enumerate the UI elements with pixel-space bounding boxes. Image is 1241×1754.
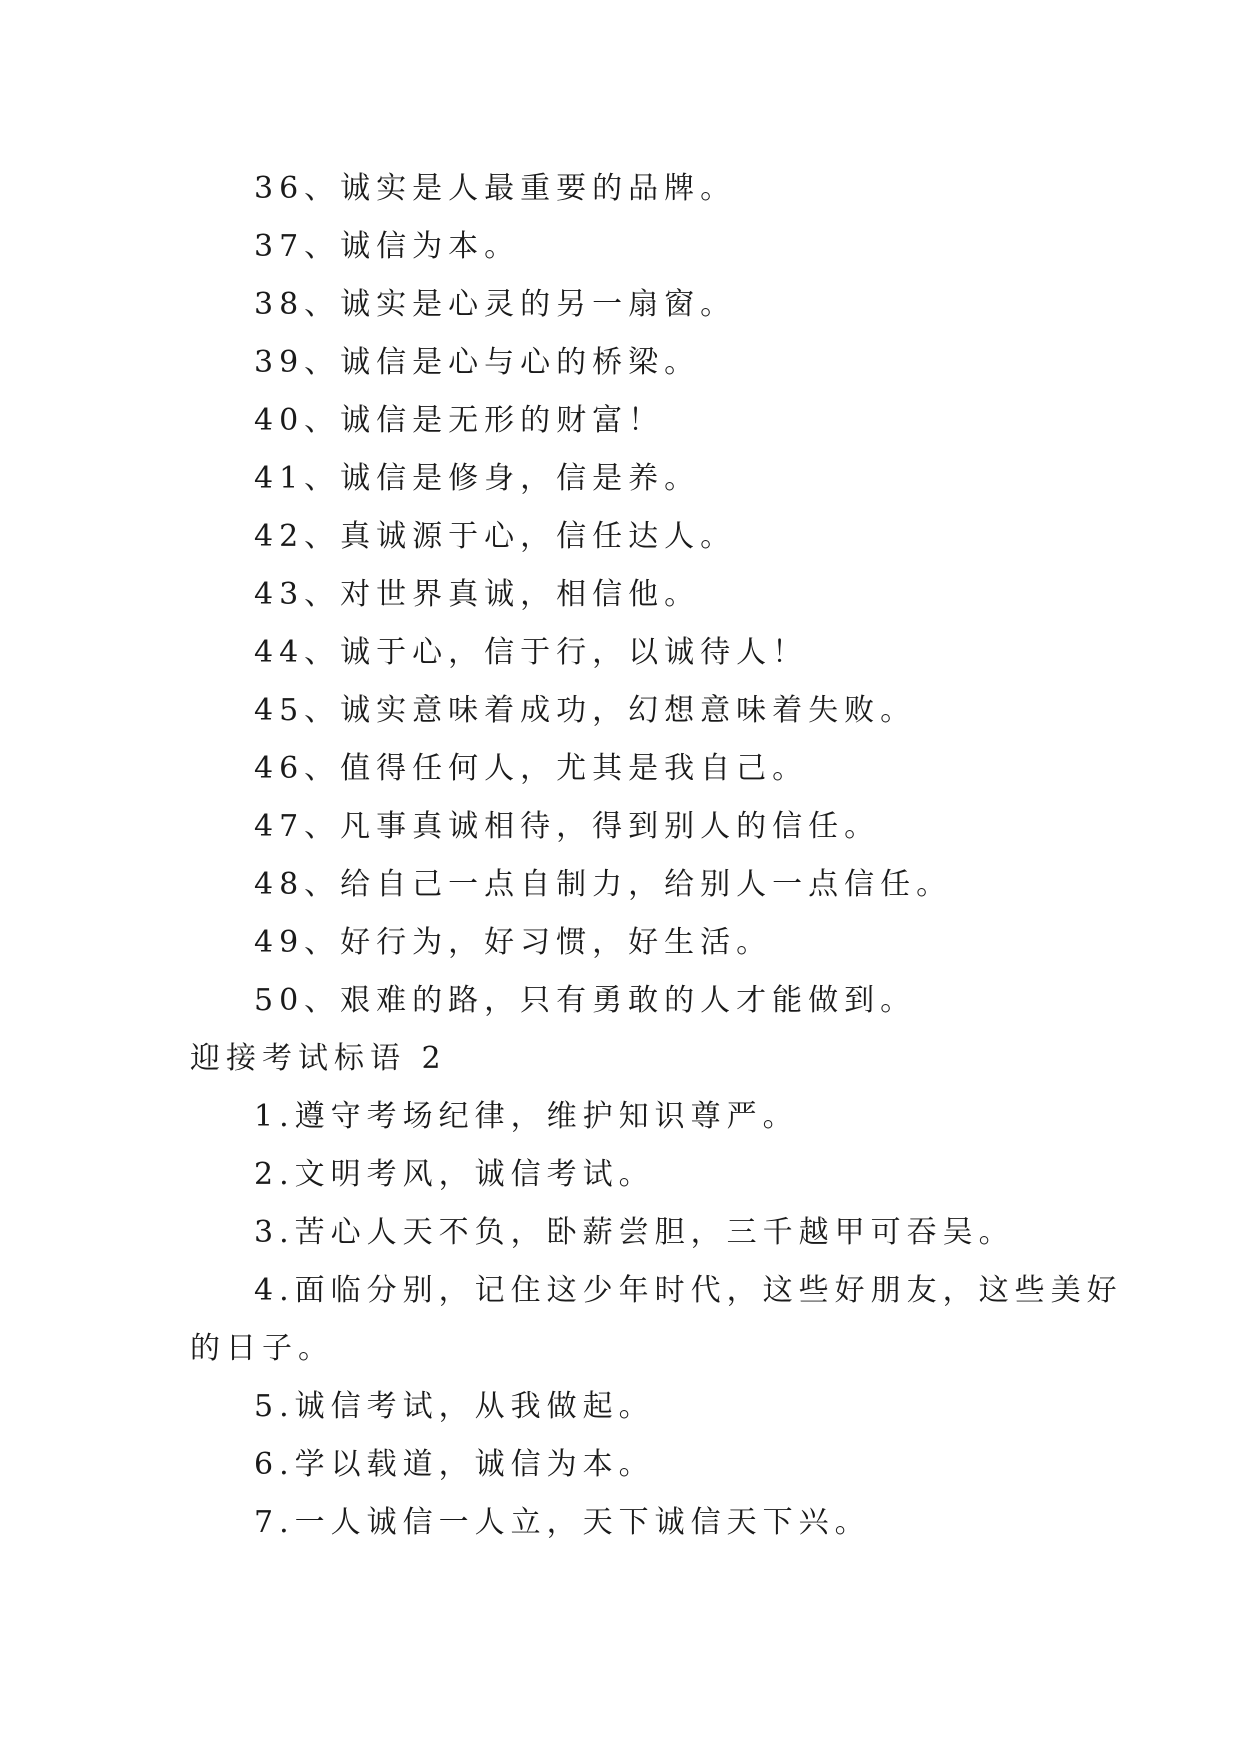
list-item: 40、诚信是无形的财富！ xyxy=(254,403,665,438)
list-item: 49、好行为，好习惯，好生活。 xyxy=(254,925,773,960)
list-item: 43、对世界真诚，相信他。 xyxy=(254,577,701,612)
list-item: 42、真诚源于心，信任达人。 xyxy=(254,519,737,554)
list-item: 1.遵守考场纪律，维护知识尊严。 xyxy=(254,1099,799,1134)
list-item: 46、值得任何人，尤其是我自己。 xyxy=(254,751,809,786)
list-item: 4.面临分别，记住这少年时代，这些好朋友，这些美好 xyxy=(254,1273,1123,1308)
list-item: 2.文明考风，诚信考试。 xyxy=(254,1157,655,1192)
list-item: 36、诚实是人最重要的品牌。 xyxy=(254,171,737,206)
list-item: 50、艰难的路，只有勇敢的人才能做到。 xyxy=(254,983,917,1018)
list-item: 39、诚信是心与心的桥梁。 xyxy=(254,345,701,380)
document-body xyxy=(190,160,1123,1552)
list-item: 6.学以载道，诚信为本。 xyxy=(254,1447,655,1482)
list-item: 7.一人诚信一人立，天下诚信天下兴。 xyxy=(254,1505,871,1540)
list-item: 45、诚实意味着成功，幻想意味着失败。 xyxy=(254,693,917,728)
list-item: 47、凡事真诚相待，得到别人的信任。 xyxy=(254,809,881,844)
list-item: 5.诚信考试，从我做起。 xyxy=(254,1389,655,1424)
list-item: 44、诚于心，信于行，以诚待人！ xyxy=(254,635,809,670)
section-heading: 迎接考试标语 2 xyxy=(190,1041,447,1076)
list-item-continuation: 的日子。 xyxy=(190,1331,334,1366)
list-item: 41、诚信是修身，信是养。 xyxy=(254,461,701,496)
list-item: 38、诚实是心灵的另一扇窗。 xyxy=(254,287,737,322)
list-item: 48、给自己一点自制力，给别人一点信任。 xyxy=(254,867,953,902)
list-item: 37、诚信为本。 xyxy=(254,229,521,264)
list-item: 3.苦心人天不负，卧薪尝胆，三千越甲可吞吴。 xyxy=(254,1215,1015,1250)
